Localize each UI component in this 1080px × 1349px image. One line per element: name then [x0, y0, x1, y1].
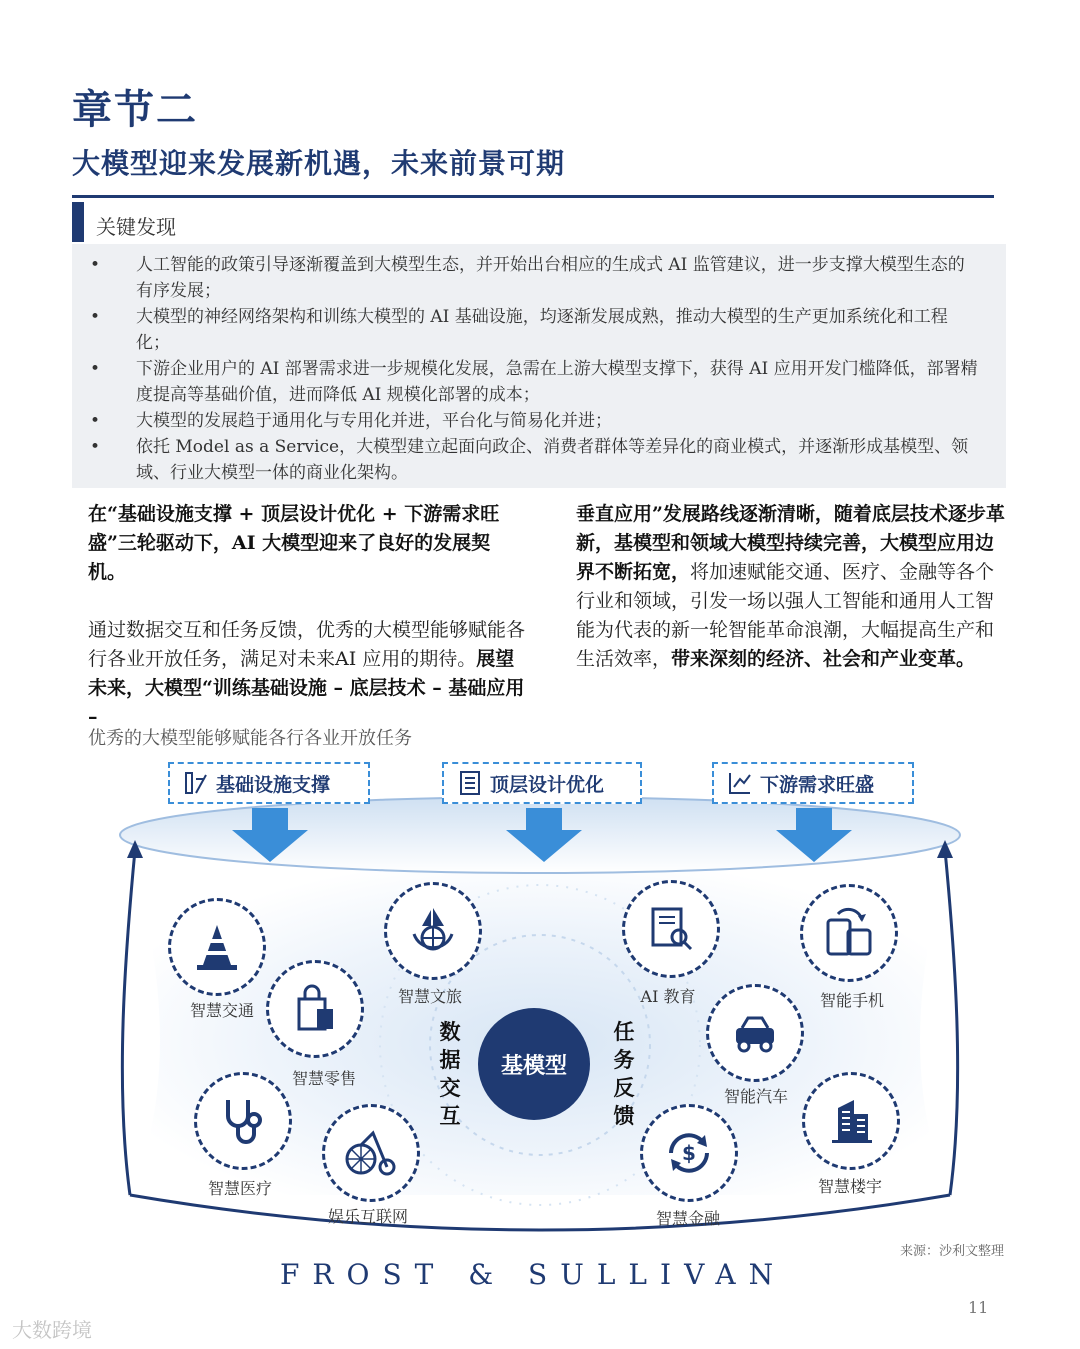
- brand-logo: FROST & SULLIVAN: [280, 1258, 787, 1291]
- office-building-icon: [824, 1094, 878, 1148]
- node-label-entertainment: 娱乐互联网: [327, 1207, 408, 1226]
- list-item: [90, 408, 980, 434]
- driver-label: 下游需求旺盛: [760, 773, 875, 796]
- finding-text: 人工智能的政策引导逐渐覆盖到大模型生态，并开始出台相应的生成式 AI 监管建议，进一步支撑大模型生态的有序发展；: [136, 255, 965, 301]
- node-label-building: 智慧楼宇: [817, 1177, 882, 1196]
- smartphone-node: [800, 884, 898, 982]
- intro-paragraph: [88, 500, 528, 587]
- list-item: [90, 252, 980, 304]
- retail-node: [266, 960, 364, 1058]
- growth-chart-icon: [726, 769, 754, 797]
- finding-text: 大模型的神经网络架构和训练大模型的 AI 基础设施，均逐渐发展成熟，推动大模型的生产更加系统化和工程化；: [136, 307, 948, 353]
- list-item: [90, 434, 980, 486]
- phone-tablet-icon: [822, 906, 876, 960]
- page-number: 11: [968, 1298, 989, 1317]
- dollar-cycle-icon: [661, 1125, 717, 1181]
- bicycle-icon: [343, 1125, 399, 1181]
- intro-bold-text: 在“基础设施支撑 + 顶层设计优化 + 下游需求旺盛”三轮驱动下，AI 大模型迎来了良好的发展契机。: [88, 503, 500, 583]
- outlook-paragraph: [88, 616, 528, 732]
- figure-caption: 优秀的大模型能够赋能各行各业开放任务: [88, 728, 412, 749]
- node-label-smart-car: 智能汽车: [723, 1087, 788, 1106]
- driver-downstream: [712, 762, 914, 804]
- smart-car-node: [706, 984, 804, 1082]
- node-label-traffic: 智慧交通: [189, 1001, 254, 1020]
- chapter-title: 章节二: [72, 86, 198, 133]
- driver-label: 顶层设计优化: [490, 773, 605, 796]
- task-feedback-label: 任务反馈: [613, 1019, 635, 1128]
- driver-infrastructure: [168, 762, 370, 804]
- traffic-node: [168, 898, 266, 996]
- entertainment-node: [322, 1104, 420, 1202]
- node-label-healthcare: 智慧医疗: [207, 1179, 272, 1198]
- finance-node: [640, 1104, 738, 1202]
- node-label-smartphone: 智能手机: [819, 991, 884, 1010]
- title-divider: [72, 195, 994, 198]
- building-node: [802, 1072, 900, 1170]
- foundation-model-circle: 基模型: [478, 1008, 590, 1120]
- shopping-bag-icon: [289, 983, 341, 1035]
- outlook-paragraph-continued: [576, 500, 1012, 674]
- finding-text: 依托 Model as a Service，大模型建立起面向政企、消费者群体等差异化的商业模式，并逐渐形成基模型、领域、行业大模型一体的商业化架构。: [136, 437, 969, 483]
- car-robot-icon: [728, 1006, 782, 1060]
- driver-label: 基础设施支撑: [216, 773, 331, 796]
- svg-text:$: $: [682, 1141, 696, 1165]
- outlook-text: 通过数据交互和任务反馈，优秀的大模型能够赋能各行各业开放任务，满足对未来AI 应用的期待。: [88, 619, 526, 670]
- bullet: •: [90, 437, 101, 457]
- key-findings-list: [90, 252, 980, 486]
- source-note: 来源：沙利文整理: [900, 1244, 1005, 1259]
- bullet: •: [90, 359, 101, 379]
- finding-text: 大模型的发展趋于通用化与专用化并进，平台化与简易化并进；: [136, 411, 612, 431]
- body-column-left: [88, 500, 528, 732]
- outlook-bold-text: 展望未来，大模型“训练基础设施 – 底层技术 – 基础应用 –: [88, 648, 525, 728]
- data-interaction-label: 数据交互: [439, 1019, 461, 1128]
- sailboat-globe-icon: [406, 904, 460, 958]
- watermark: 大数跨境: [12, 1318, 92, 1342]
- bullet: •: [90, 255, 101, 275]
- node-label-finance: 智慧金融: [655, 1209, 720, 1228]
- document-icon: [456, 769, 484, 797]
- bullet: •: [90, 411, 101, 431]
- outlook-bold-text: 垂直应用”发展路线逐渐清晰，随着底层技术逐步革新，基模型和领域大模型持续完善，大模型应用边界不断拓宽，: [576, 503, 1005, 583]
- tourism-node: [384, 882, 482, 980]
- tools-icon: [182, 769, 210, 797]
- list-item: [90, 304, 980, 356]
- arrow-down-icon: [774, 808, 854, 864]
- outlook-bold-text: 带来深刻的经济、社会和产业变革。: [671, 648, 976, 670]
- finding-text: 下游企业用户的 AI 部署需求进一步规模化发展，急需在上游大模型支撑下，获得 AI 应用开发门槛降低，部署精度提高等基础价值，进而降低 AI 规模化部署的成本；: [136, 359, 978, 405]
- node-label-education: AI 教育: [640, 987, 696, 1006]
- certificate-search-icon: [645, 903, 697, 955]
- arrow-down-icon: [230, 808, 310, 864]
- node-label-retail: 智慧零售: [291, 1069, 356, 1088]
- education-node: [622, 880, 720, 978]
- driver-top-design: [442, 762, 642, 804]
- arrow-down-icon: [504, 808, 584, 864]
- key-findings-title: 关键发现: [96, 215, 176, 239]
- traffic-cone-icon: [191, 921, 243, 973]
- body-column-right: [576, 500, 1012, 674]
- node-label-tourism: 智慧文旅: [397, 987, 462, 1006]
- list-item: [90, 356, 980, 408]
- stethoscope-icon: [216, 1094, 270, 1148]
- key-findings-marker: [72, 202, 84, 242]
- bullet: •: [90, 307, 101, 327]
- outlook-text: 将加速赋能交通、医疗、金融等各个行业和领域，引发一场以强人工智能和通用人工智能为代表的新一轮智能革命浪潮，大幅提高生产和生活效率，: [576, 561, 995, 670]
- healthcare-node: [194, 1072, 292, 1170]
- page-subtitle: 大模型迎来发展新机遇，未来前景可期: [72, 147, 566, 180]
